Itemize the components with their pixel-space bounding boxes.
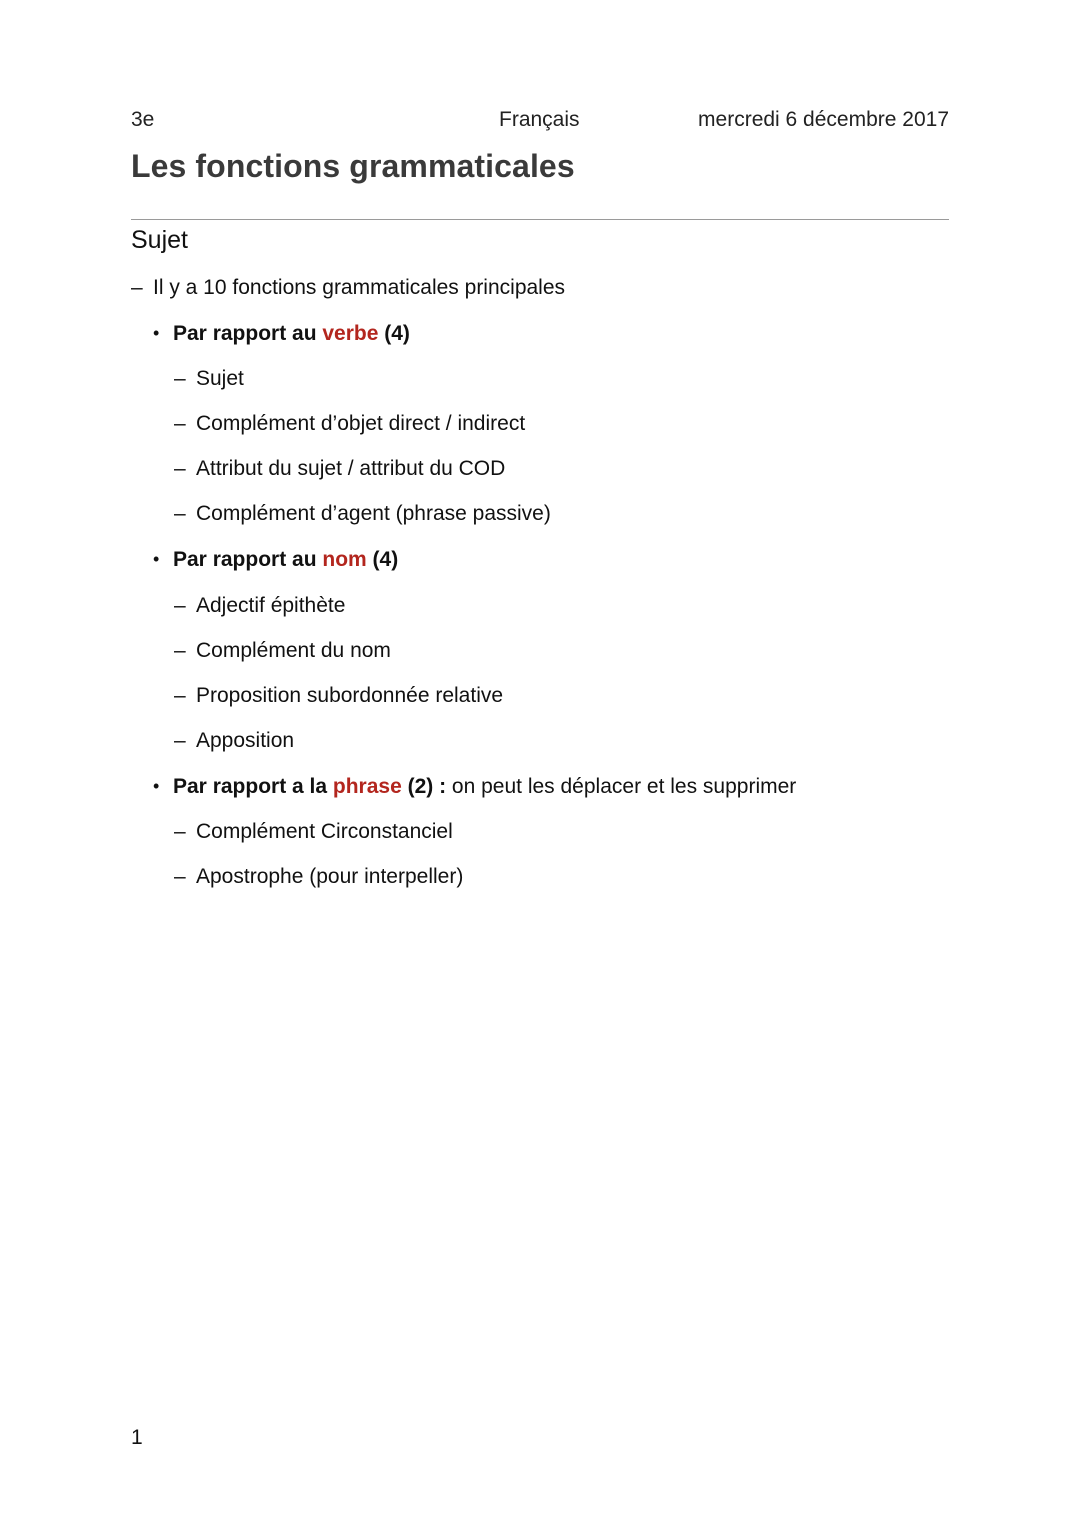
group-heading-nom bbox=[153, 548, 398, 572]
group-heading-verbe bbox=[153, 322, 410, 346]
dash-icon: – bbox=[174, 639, 186, 662]
group-suffix: (4) bbox=[378, 322, 410, 345]
group-keyword: phrase bbox=[332, 775, 402, 798]
list-item bbox=[174, 684, 503, 708]
dash-icon: – bbox=[174, 412, 186, 435]
list-item-text: Complément d’agent (phrase passive) bbox=[196, 502, 551, 525]
bullet-icon: • bbox=[153, 323, 160, 343]
dash-icon: – bbox=[174, 684, 186, 707]
bullet-icon: • bbox=[153, 549, 160, 569]
header-subject: Français bbox=[499, 108, 580, 131]
title-divider bbox=[131, 219, 949, 220]
dash-icon: – bbox=[174, 367, 186, 390]
bullet-icon: • bbox=[153, 776, 160, 796]
list-item bbox=[174, 865, 463, 889]
page-title: Les fonctions grammaticales bbox=[131, 148, 575, 184]
group-prefix: Par rapport au bbox=[173, 322, 323, 345]
group-keyword: nom bbox=[322, 548, 367, 571]
list-item-text: Complément d’objet direct / indirect bbox=[196, 412, 526, 435]
list-item bbox=[174, 639, 391, 663]
list-item bbox=[174, 367, 244, 391]
list-item-text: Apostrophe (pour interpeller) bbox=[196, 865, 464, 888]
page-number: 1 bbox=[131, 1426, 143, 1449]
page-header bbox=[131, 108, 949, 136]
dash-icon: – bbox=[131, 276, 143, 299]
group-heading-phrase bbox=[153, 775, 796, 799]
list-item-text: Complément du nom bbox=[196, 639, 391, 662]
header-class-label: 3e bbox=[131, 108, 155, 131]
dash-icon: – bbox=[174, 457, 186, 480]
list-item-text: Proposition subordonnée relative bbox=[196, 684, 504, 707]
group-suffix: (4) bbox=[366, 548, 399, 571]
dash-icon: – bbox=[174, 594, 186, 617]
group-prefix: Par rapport au bbox=[173, 548, 323, 571]
list-item bbox=[174, 412, 525, 436]
list-item bbox=[174, 594, 345, 618]
dash-icon: – bbox=[174, 729, 186, 752]
list-item bbox=[174, 820, 453, 844]
group-note: on peut les déplacer et les supprimer bbox=[446, 775, 797, 798]
section-title: Sujet bbox=[131, 226, 188, 254]
list-item bbox=[174, 457, 505, 481]
list-item bbox=[174, 502, 551, 526]
group-prefix: Par rapport a la bbox=[173, 775, 333, 798]
header-date: mercredi 6 décembre 2017 bbox=[698, 108, 949, 131]
list-item-text: Adjectif épithète bbox=[196, 594, 346, 617]
list-item-text: Attribut du sujet / attribut du COD bbox=[196, 457, 506, 480]
intro-line bbox=[131, 276, 565, 300]
list-item-text: Sujet bbox=[196, 367, 244, 390]
list-item bbox=[174, 729, 294, 753]
dash-icon: – bbox=[174, 502, 186, 525]
dash-icon: – bbox=[174, 820, 186, 843]
list-item-text: Apposition bbox=[196, 729, 295, 752]
group-suffix: (2) : bbox=[401, 775, 447, 798]
list-item-text: Complément Circonstanciel bbox=[196, 820, 453, 843]
group-keyword: verbe bbox=[322, 322, 379, 345]
intro-text: Il y a 10 fonctions grammaticales principales bbox=[153, 276, 566, 299]
dash-icon: – bbox=[174, 865, 186, 888]
